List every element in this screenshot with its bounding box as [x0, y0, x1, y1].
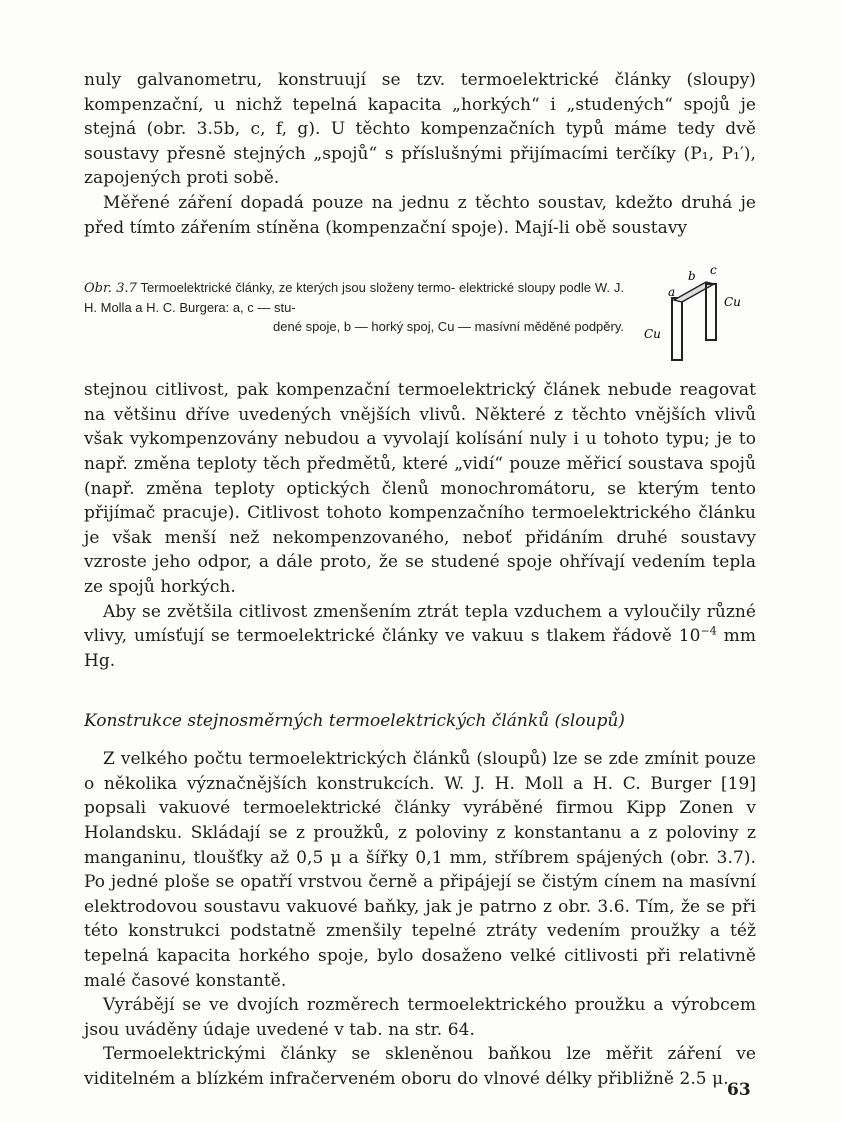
page-content — [84, 68, 756, 1092]
label-b: b — [688, 269, 696, 284]
figure-3-7 — [84, 244, 756, 368]
paragraph-7: Termoelektrickými články se skleněnou baňkou lze měřit záření ve viditelném a blízkém infračerveném oboru do vlnové délky přibližně 2.5 μ. — [84, 1044, 756, 1089]
page-number: 63 — [727, 1080, 751, 1100]
paragraph-5: Z velkého počtu termoelektrických článků (sloupů) lze se zde zmínit pouze o několika význačnějších konstrukcích. W. J. H. Moll a H. C. Burger [19] popsali vakuové termoelektrické články vyráběné firmou Kipp Zonen v Holandsku. Skládají se z proužků, z poloviny z konstantanu a z poloviny z manganinu, tloušťky až 0,5 μ a šířky 0,1 mm, stříbrem spájených (obr. 3.7). Po jedné ploše se opatří vrstvou černě a připájejí se čistým cínem na masívní elektrodovou soustavu vakuové baňky, jak je patrno z obr. 3.6. Tím, že se při této konstrukci podstatně zmenšily tepelné ztráty vedením proužky a též tepelná kapacita horkého spoje, bylo dosaženo velké citlivosti při relativně malé časové konstantě. — [84, 749, 756, 991]
right-copper-support — [706, 284, 716, 340]
left-copper-support — [672, 298, 682, 360]
paragraph-4 — [84, 600, 756, 674]
caption-line-3: dené spoje, b — horký spoj, Cu — masívní měděné podpěry. — [273, 319, 624, 335]
caption-line-1: Termoelektrické články, ze kterých jsou složeny termo- — [140, 280, 456, 296]
vacuum-text-after: mm Hg. — [84, 626, 757, 671]
figure-caption — [84, 278, 624, 336]
figure-label: Obr. 3.7 — [84, 281, 137, 297]
paragraph-1: nuly galvanometru, konstruují se tzv. termoelektrické články (sloupy) kompenzační, u nichž tepelná kapacita „horkých“ i „studených“ spojů je stejná (obr. 3.5b, c, f, g). U těchto kompenzačních typů máme tedy dvě soustavy přesně stejných „spojů“ s příslušnými přijímacími terčíky (P₁, P₁′), zapojených proti sobě. — [84, 70, 756, 189]
paragraph-2: Měřené záření dopadá pouze na jednu z těchto soustav, kdežto druhá je před tímto zářením stíněna (kompenzační spoje). Mají-li obě soustavy — [84, 192, 756, 238]
vacuum-exponent: −4 — [700, 624, 717, 638]
label-c: c — [710, 263, 717, 278]
caption-line-2: elektrické sloupy podle W. J. H. Molla a H. C. Burgera: a, c — stu- — [84, 280, 624, 316]
thermocouple-diagram — [644, 244, 756, 368]
label-cu-right: Cu — [724, 295, 741, 310]
label-cu-left: Cu — [644, 327, 661, 342]
label-a: a — [668, 285, 676, 300]
paragraph-6: Vyrábějí se ve dvojích rozměrech termoelektrického proužku a výrobcem jsou uváděny údaje uvedené v tab. na str. 64. — [84, 995, 756, 1040]
section-heading: Konstrukce stejnosměrných termoelektrických článků (sloupů) — [84, 711, 625, 732]
paragraph-3: stejnou citlivost, pak kompenzační termoelektrický článek nebude reagovat na většinu dříve uvedených vnějších vlivů. Některé z těchto vnějších vlivů však vykompenzovány nebudou a vyvolají kolísání nuly i u tohoto typu; je to např. změna teploty těch předmětů, které „vidí“ pouze měřicí soustava spojů (např. změna teploty optických členů monochromátoru, se kterým tento přijímač pracuje). Citlivost tohoto kompenzačního termoelektrického článku je však menší než nekompenzovaného, neboť přidáním druhé soustavy vzroste jeho odpor, a dále proto, že se studené spoje ohřívají vedením tepla ze spojů horkých. — [84, 380, 756, 597]
vacuum-text-before: Aby se zvětšila citlivost zmenšením ztrát tepla vzduchem a vyloučily různé vlivy, umísťují se termoelektrické články ve vakuu s tlakem řádově 10 — [84, 601, 756, 647]
